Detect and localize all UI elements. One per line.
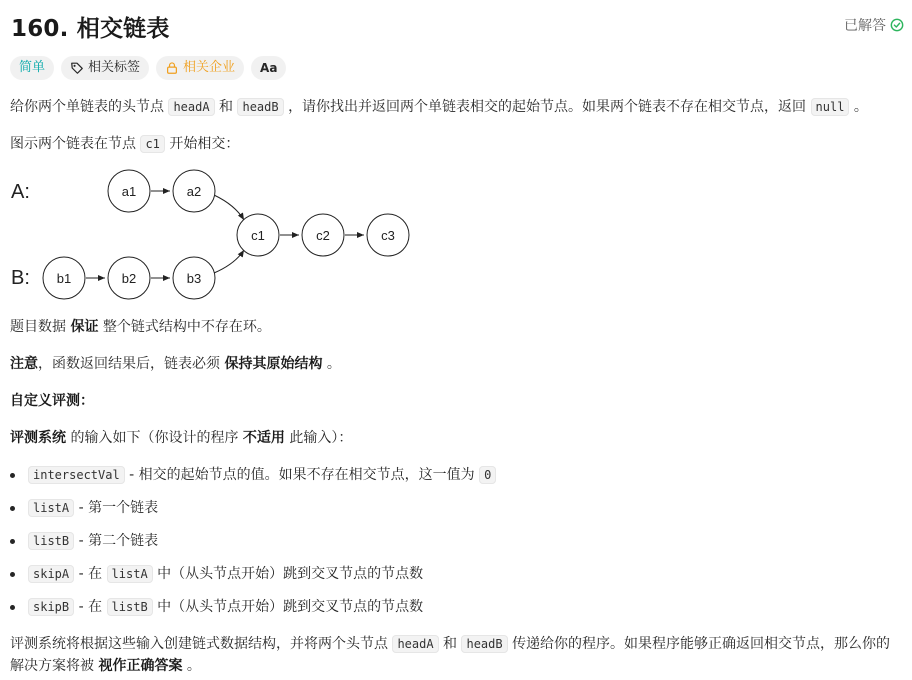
inline-code: headA <box>392 635 438 653</box>
solved-label: 已解答 <box>844 18 886 34</box>
related-companies-button[interactable] <box>156 56 244 80</box>
desc-paragraph-6 <box>10 427 352 449</box>
input-list <box>10 463 496 628</box>
related-companies-label: 相关企业 <box>183 60 236 75</box>
text: 整个链式结构中不存在环。 <box>102 319 271 335</box>
inline-code: intersectVal <box>28 466 125 484</box>
desc-paragraph-2 <box>10 133 239 155</box>
text: 传递给你的程序。如果程序能够正确返回相交节点，那么你的解决方案将被 <box>10 636 891 674</box>
inline-code: skipA <box>28 565 74 583</box>
inline-code: listA <box>28 499 74 517</box>
text: - 第一个链表 <box>78 500 159 516</box>
node-a1 <box>108 170 150 212</box>
text: 。 <box>326 356 341 372</box>
list-item <box>10 529 496 562</box>
list-item <box>10 496 496 529</box>
inline-code: listB <box>107 598 153 616</box>
list-item <box>10 463 496 496</box>
difficulty-badge[interactable] <box>10 56 54 80</box>
svg-text:a1: a1 <box>121 184 137 199</box>
tag-icon <box>70 61 84 75</box>
inline-code: skipB <box>28 598 74 616</box>
page-title: 160. 相交链表 <box>11 16 170 42</box>
node-c1 <box>237 214 279 256</box>
list-item <box>10 595 496 628</box>
text: 。 <box>853 99 868 115</box>
solved-status <box>844 15 904 35</box>
text: 和 <box>219 99 234 115</box>
bold-text: 评测系统 <box>10 430 66 446</box>
svg-text:b1: b1 <box>56 271 72 286</box>
svg-text:b2: b2 <box>121 271 137 286</box>
text: 此输入）： <box>289 430 353 446</box>
desc-paragraph-5 <box>10 390 94 412</box>
desc-paragraph-1 <box>10 96 868 118</box>
inline-code: headA <box>168 98 214 116</box>
tag-bar <box>10 56 286 80</box>
text: 题目数据 <box>10 319 66 335</box>
text: - 在 <box>78 566 103 582</box>
linked-list-diagram <box>0 160 440 308</box>
text: 。 <box>186 658 201 674</box>
text: 开始相交： <box>169 136 240 152</box>
bold-text: 视作正确答案 <box>98 658 183 674</box>
node-b3 <box>173 257 215 299</box>
text: ，请你找出并返回两个单链表相交的起始节点。如果两个链表不存在相交节点，返回 <box>288 99 807 115</box>
node-a2 <box>173 170 215 212</box>
text: 的输入如下（你设计的程序 <box>70 430 239 446</box>
text: 评测系统将根据这些输入创建链式数据结构，并将两个头节点 <box>10 636 388 652</box>
text: 和 <box>443 636 458 652</box>
svg-text:b3: b3 <box>186 271 202 286</box>
inline-code: listA <box>107 565 153 583</box>
text: 中（从头节点开始）跳到交叉节点的节点数 <box>157 599 424 615</box>
related-tags-button[interactable] <box>61 56 149 80</box>
desc-paragraph-7 <box>10 633 902 677</box>
inline-code: headB <box>237 98 283 116</box>
text: ，函数返回结果后，链表必须 <box>38 356 220 372</box>
lock-icon <box>165 61 179 75</box>
node-c2 <box>302 214 344 256</box>
text: 中（从头节点开始）跳到交叉节点的节点数 <box>157 566 424 582</box>
text: 给你两个单链表的头节点 <box>10 99 164 115</box>
translate-icon: Aa <box>260 61 278 75</box>
bold-text: 不适用 <box>242 430 285 446</box>
list-b-label: B: <box>11 267 30 289</box>
svg-text:a2: a2 <box>186 184 202 199</box>
text: - 第二个链表 <box>78 533 159 549</box>
difficulty-label: 简单 <box>19 60 46 75</box>
inline-code: 0 <box>479 466 496 484</box>
desc-paragraph-3 <box>10 316 271 338</box>
text: - 在 <box>78 599 103 615</box>
svg-text:c2: c2 <box>316 228 330 243</box>
bold-text: 注意 <box>10 356 38 372</box>
svg-text:c3: c3 <box>381 228 395 243</box>
desc-paragraph-4 <box>10 353 341 375</box>
node-b1 <box>43 257 85 299</box>
inline-code: null <box>811 98 850 116</box>
check-circle-icon <box>890 18 904 32</box>
svg-text:c1: c1 <box>251 228 265 243</box>
bold-text: 保证 <box>70 319 99 335</box>
inline-code: c1 <box>140 135 164 153</box>
node-b2 <box>108 257 150 299</box>
related-tags-label: 相关标签 <box>88 60 141 75</box>
bold-text: 保持其原始结构 <box>224 356 323 372</box>
text: - 相交的起始节点的值。如果不存在相交节点，这一值为 <box>129 467 475 483</box>
list-a-label: A: <box>11 181 30 203</box>
bold-text: 自定义评测： <box>10 393 94 409</box>
inline-code: headB <box>461 635 507 653</box>
text: 图示两个链表在节点 <box>10 136 136 152</box>
inline-code: listB <box>28 532 74 550</box>
list-item <box>10 562 496 595</box>
font-toggle-button[interactable] <box>251 56 286 80</box>
node-c3 <box>367 214 409 256</box>
